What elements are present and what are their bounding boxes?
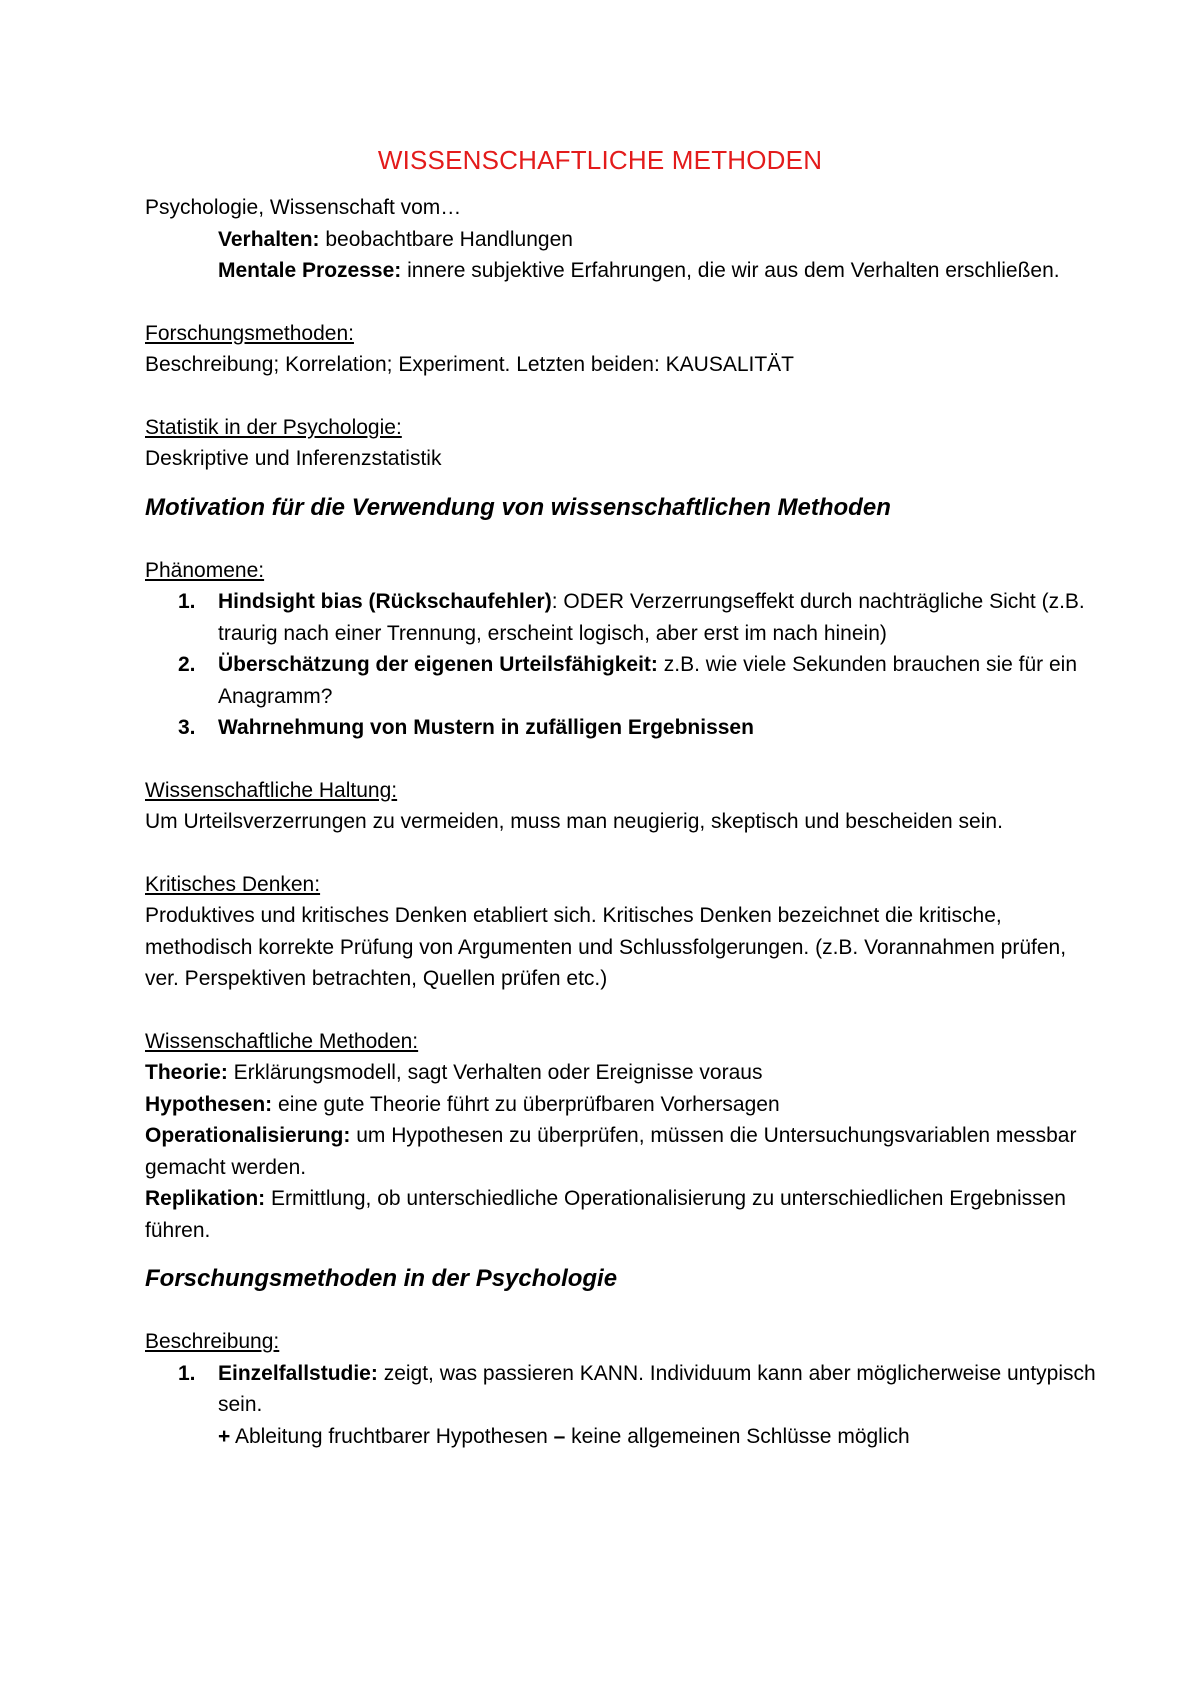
haltung-heading: Wissenschaftliche Haltung:: [145, 778, 398, 802]
statistik-heading: Statistik in der Psychologie:: [145, 415, 402, 439]
spacer: [145, 381, 1100, 412]
term: Replikation:: [145, 1187, 266, 1210]
contra-text: keine allgemeinen Schlüsse möglich: [565, 1424, 910, 1448]
term: Hypothesen:: [145, 1092, 273, 1116]
list-number: 2.: [178, 653, 196, 676]
term: Hindsight bias (Rückschaufehler): [218, 590, 552, 613]
methode-hypothesen: [145, 1089, 1100, 1121]
intro-line: Psychologie, Wissenschaft vom…: [145, 196, 462, 219]
list-item: [145, 586, 1100, 649]
definition: Erklärungsmodell, sagt Verhalten oder Ereignisse voraus: [227, 1061, 763, 1084]
kritisches-denken-heading: Kritisches Denken:: [145, 872, 321, 896]
term: Mentale Prozesse:: [218, 259, 402, 282]
statistik-text: Deskriptive und Inferenzstatistik: [145, 447, 442, 470]
methode-replikation: [145, 1183, 1100, 1246]
term: Wahrnehmung von Mustern in zufälligen Ergebnissen: [218, 716, 754, 739]
definition: eine gute Theorie führt zu überprüfbaren Vorhersagen: [272, 1092, 780, 1116]
intro-item-verhalten: [145, 224, 1100, 256]
definition: z.B. wie viele Sekunden brauchen sie für ein Anagramm?: [218, 653, 1078, 708]
list-item: [145, 712, 1100, 744]
wissenschaftliche-methoden-heading: Wissenschaftliche Methoden:: [145, 1029, 419, 1053]
phaenomene-heading: Phänomene:: [145, 558, 265, 582]
list-number: 1.: [178, 1361, 196, 1385]
section-title-motivation: Motivation für die Verwendung von wissenschaftlichen Methoden: [145, 493, 891, 521]
beschreibung-list: [145, 1358, 1100, 1453]
definition: um Hypothesen zu überprüfen, müssen die Untersuchungsvariablen messbar gemacht werden.: [145, 1124, 1077, 1179]
list-number: 1.: [178, 590, 196, 613]
beschreibung-heading: Beschreibung:: [145, 1330, 280, 1353]
list-number: 3.: [178, 716, 196, 739]
section-title-forschungsmethoden: Forschungsmethoden in der Psychologie: [145, 1265, 618, 1292]
definition: Ermittlung, ob unterschiedliche Operationalisierung zu unterschiedlichen Ergebnissen führen.: [145, 1187, 1066, 1242]
spacer: [145, 838, 1100, 869]
document-title: WISSENSCHAFTLICHE METHODEN: [377, 145, 823, 175]
forschungsmethoden-heading: Forschungsmethoden:: [145, 321, 354, 345]
spacer: [145, 287, 1100, 318]
definition: beobachtbare Handlungen: [319, 227, 573, 251]
term: Operationalisierung:: [145, 1124, 351, 1147]
definition: zeigt, was passieren KANN. Individuum kann aber möglicherweise untypisch sein.: [218, 1361, 1096, 1416]
term: Überschätzung der eigenen Urteilsfähigkeit:: [218, 653, 658, 676]
pro-text: Ableitung fruchtbarer Hypothesen: [230, 1424, 554, 1448]
haltung-text: Um Urteilsverzerrungen zu vermeiden, muss man neugierig, skeptisch und bescheiden sein.: [145, 810, 1003, 833]
term: Verhalten:: [218, 227, 320, 251]
plus-sign: +: [218, 1424, 231, 1448]
methode-theorie: [145, 1057, 1100, 1089]
list-item: [145, 1358, 1100, 1453]
intro-item-mentale-prozesse: [145, 255, 1100, 287]
phaenomene-list: [145, 586, 1100, 744]
term: Einzelfallstudie:: [218, 1361, 378, 1385]
definition: innere subjektive Erfahrungen, die wir aus dem Verhalten erschließen.: [401, 259, 1060, 282]
list-item: [145, 649, 1100, 712]
definition: : ODER Verzerrungseffekt durch nachträgliche Sicht (z.B. traurig nach einer Trennung, erscheint logisch, aber erst im nach hinein): [218, 590, 1085, 645]
methode-operationalisierung: [145, 1120, 1100, 1183]
spacer: [145, 744, 1100, 775]
forschungsmethoden-text: Beschreibung; Korrelation; Experiment. Letzten beiden: KAUSALITÄT: [145, 353, 795, 376]
spacer: [145, 995, 1100, 1026]
kritisches-denken-text: Produktives und kritisches Denken etabliert sich. Kritisches Denken bezeichnet die kritische, methodisch korrekte Prüfung von Argumenten und Schlussfolgerungen. (z.B. Vorannahmen prüfen, ver. Perspektiven betrachten, Quellen prüfen etc.): [145, 904, 1067, 990]
term: Theorie:: [145, 1061, 228, 1084]
dash-sign: –: [553, 1424, 566, 1448]
